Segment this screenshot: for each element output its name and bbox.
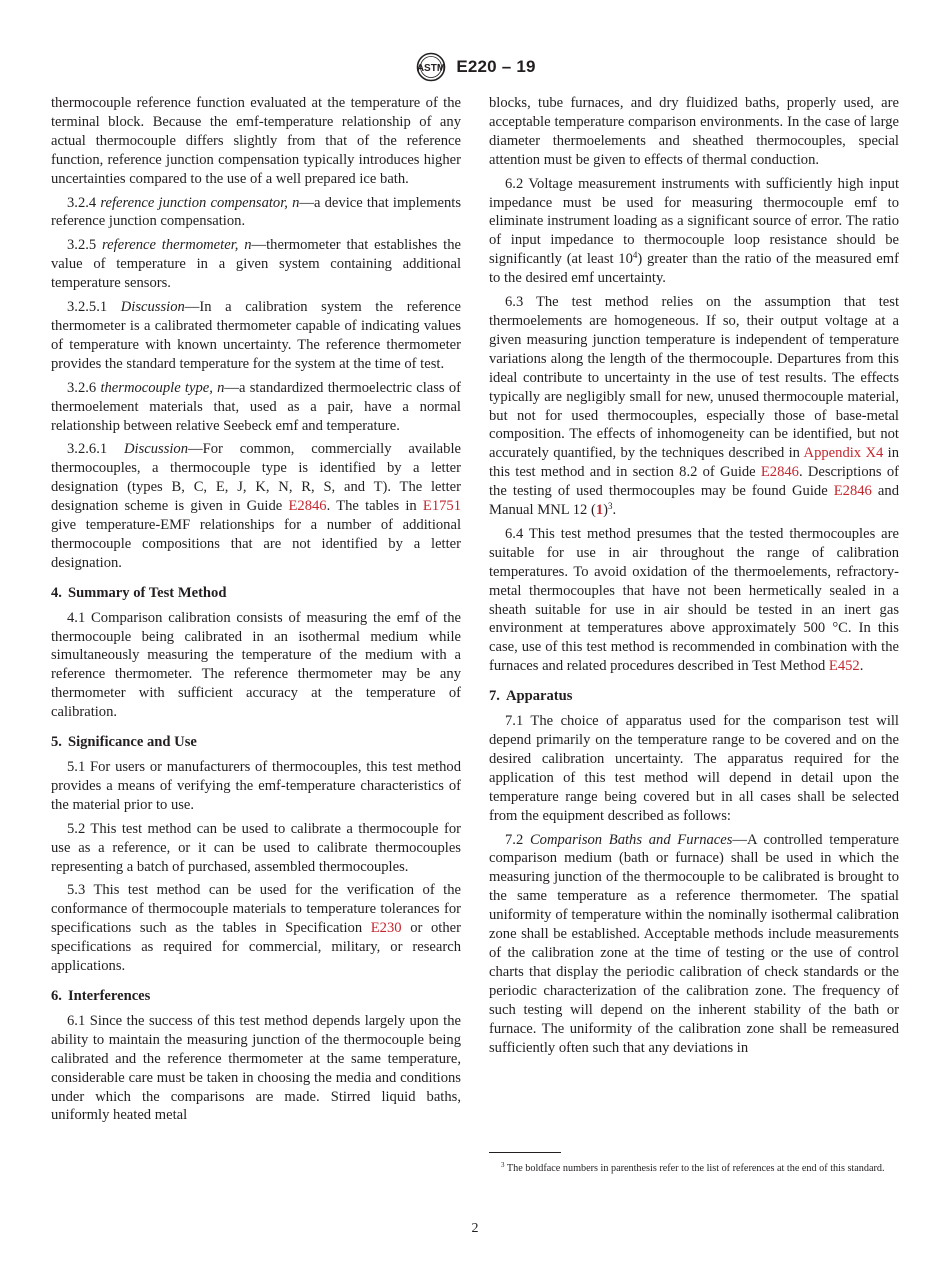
astm-logo-icon xyxy=(414,52,448,82)
paragraph-7-1: 7.1 The choice of apparatus used for the comparison test will depend primarily on the temperature range to be covered and on the desired calibration uncertainty. The apparatus required for the application of this test method will depend in detail upon the temperature range being covered but in all cases shall be selected from the equipment described as follows: xyxy=(489,713,899,824)
left-column xyxy=(51,94,461,1130)
link-e2846[interactable]: E2846 xyxy=(288,498,327,515)
footnote-divider xyxy=(489,1152,561,1153)
paragraph: thermocouple reference function evaluated at the temperature of the terminal block. Because the emf-temperature relationship of any actual thermocouple differs slightly from that of the reference function, reference junction compensation typically introduces higher uncertainties compared to the use of a well prepared ice bath. xyxy=(51,95,461,187)
link-e452[interactable]: E452 xyxy=(828,658,860,675)
link-e2846[interactable]: E2846 xyxy=(760,464,799,481)
paragraph-6-4: 6.4 This test method presumes that the tested thermocouples are suitable for use in air throughout the range of calibration temperatures. To avoid oxidation of the thermoelements, refractory-metal thermocouples that have not been hermetically sealed in a sheath suitable for use in air should be tested in an inert gas environment at temperatures above approximately 500 °C. In this case, use of this test method is recommended in combination with the furnaces and related procedures described in Test Method E452. xyxy=(489,525,899,675)
section-heading-5: 5. Significance and Use xyxy=(51,734,197,751)
paragraph-6-1: 6.1 Since the success of this test method depends largely upon the ability to maintain the measuring junction of the thermocouple being calibrated and the reference thermometer at the same temperature, considerable care must be taken in choosing the media and conditions under which the comparisons are made. Stirred liquid baths, uniformly heated metal xyxy=(51,1012,461,1124)
standard-designation: E220 – 19 xyxy=(456,57,536,76)
discussion-3-2-6-1: 3.2.6.1 Discussion—For common, commercially available thermocouples, a thermocouple type is identified by a letter designation (types B, C, E, J, K, N, R, S, and T). The letter designation scheme is given in Guide E2846. The tables in E1751 give temperature-EMF relationships for a number of additional thermocouple compositions that are not identified by a letter designation. xyxy=(51,441,462,571)
paragraph-7-2: 7.2 Comparison Baths and Furnaces—A controlled temperature comparison medium (bath or furnace) shall be used in which the measuring junction of the thermocouple to be calibrated is brought to the same temperature as a reference thermometer. The spatial uniformity of temperature within the nominally isothermal calibration zone shall be established. Acceptable methods include measurements of the calibration zone at the time of testing or the use of control charts that display the periodic calibration of check standards or the periodic characterization of the calibration zone. The frequency of such testing will depend on the inherent stability of the bath or furnace. The uniformity of the calibration zone shall be remeasured sufficiently often such that any deviations in xyxy=(489,831,899,1056)
link-e1751[interactable]: E1751 xyxy=(422,498,462,515)
definition-3-2-4: 3.2.4 reference junction compensator, n—a device that implements reference junction compensation. xyxy=(51,194,462,230)
page-header xyxy=(0,52,950,82)
section-heading-4: 4. Summary of Test Method xyxy=(51,584,227,601)
footnote-marker[interactable]: 3 xyxy=(608,501,613,512)
paragraph-5-3: 5.3 This test method can be used for the verification of the conformance of thermocouple materials to temperature tolerances for specifications such as the tables in Specification E230 or other specifications as required for commercial, military, or research applications. xyxy=(51,882,461,975)
paragraph-5-2: 5.2 This test method can be used to calibrate a thermocouple for use as a reference, or it can be used to calibrate thermocouples representing a batch of purchased, assembled thermocouples. xyxy=(51,820,461,875)
section-heading-7: 7. Apparatus xyxy=(489,688,573,705)
paragraph-5-1: 5.1 For users or manufacturers of thermocouples, this test method provides a means of verifying the emf-temperature characteristics of the material prior to use. xyxy=(51,759,461,813)
reference-link-1[interactable]: 1 xyxy=(595,502,604,519)
link-appendix-x4[interactable]: Appendix X4 xyxy=(803,445,884,462)
svg-text:ASTM: ASTM xyxy=(417,63,446,74)
paragraph: blocks, tube furnaces, and dry fluidized baths, properly used, are acceptable temperature comparison environments. In the case of large diameter thermoelements and sheathed thermocouples, special attention must be given to effects of thermal conduction. xyxy=(489,95,899,168)
link-e230[interactable]: E230 xyxy=(370,920,402,937)
section-heading-6: 6. Interferences xyxy=(51,987,151,1004)
paragraph-6-3: 6.3 The test method relies on the assumption that test thermoelements are homogeneous. If so, their output voltage at a given measuring junction temperature is independent of temperature variations along the length of the thermocouple. Departures from this ideal contribute to uncertainty in the use of test results. The effects typically are negligibly small for new, unused thermocouple material, but not for used thermocouples, especially those of base-metal composition. The effects of inhomogeneity can be identified, but not accurately quantified, by the techniques described in Appendix X4 in this test method and in section 8.2 of Guide E2846. Descriptions of the testing of used thermocouples may be found Guide E2846 and Manual MNL 12 $(1)^3$. xyxy=(489,294,899,519)
link-e2846[interactable]: E2846 xyxy=(833,483,872,500)
page-number: 2 xyxy=(471,1221,479,1236)
paragraph-4-1: 4.1 Comparison calibration consists of measuring the emf of the thermocouple being calibrated in an isothermal medium while simultaneously measuring the temperature of the medium with a reference thermometer. The reference thermometer may be any thermometer with sufficient accuracy at the temperature of calibration. xyxy=(51,609,461,721)
paragraph-6-2: 6.2 Voltage measurement instruments with sufficiently high input impedance must be used for measuring thermocouple emf to eliminate instrument loading as a significant source of error. The ratio of input impedance to thermocouple loop resistance should be significantly (at least $10^4$) greater than the ratio of the measured emf to the desired emf uncertainty. xyxy=(489,175,899,287)
definition-3-2-5: 3.2.5 reference thermometer, n—thermometer that establishes the value of temperature in a given system containing additional temperature sensors. xyxy=(51,237,461,292)
footnote: $^3$ The boldface numbers in parenthesis refer to the list of references at the end of this standard. xyxy=(501,1161,885,1174)
right-column xyxy=(489,94,899,1062)
definition-3-2-6: 3.2.6 thermocouple type, n—a standardized thermoelectric class of thermoelement materials that, used as a pair, have a normal relationship between relative Seebeck emf and temperature. xyxy=(51,379,461,434)
discussion-3-2-5-1: 3.2.5.1 Discussion—In a calibration system the reference thermometer is a calibrated thermometer capable of indicating values of temperature with known uncertainty. The reference thermometer provides the standard temperature for the system at the time of test. xyxy=(51,299,461,372)
